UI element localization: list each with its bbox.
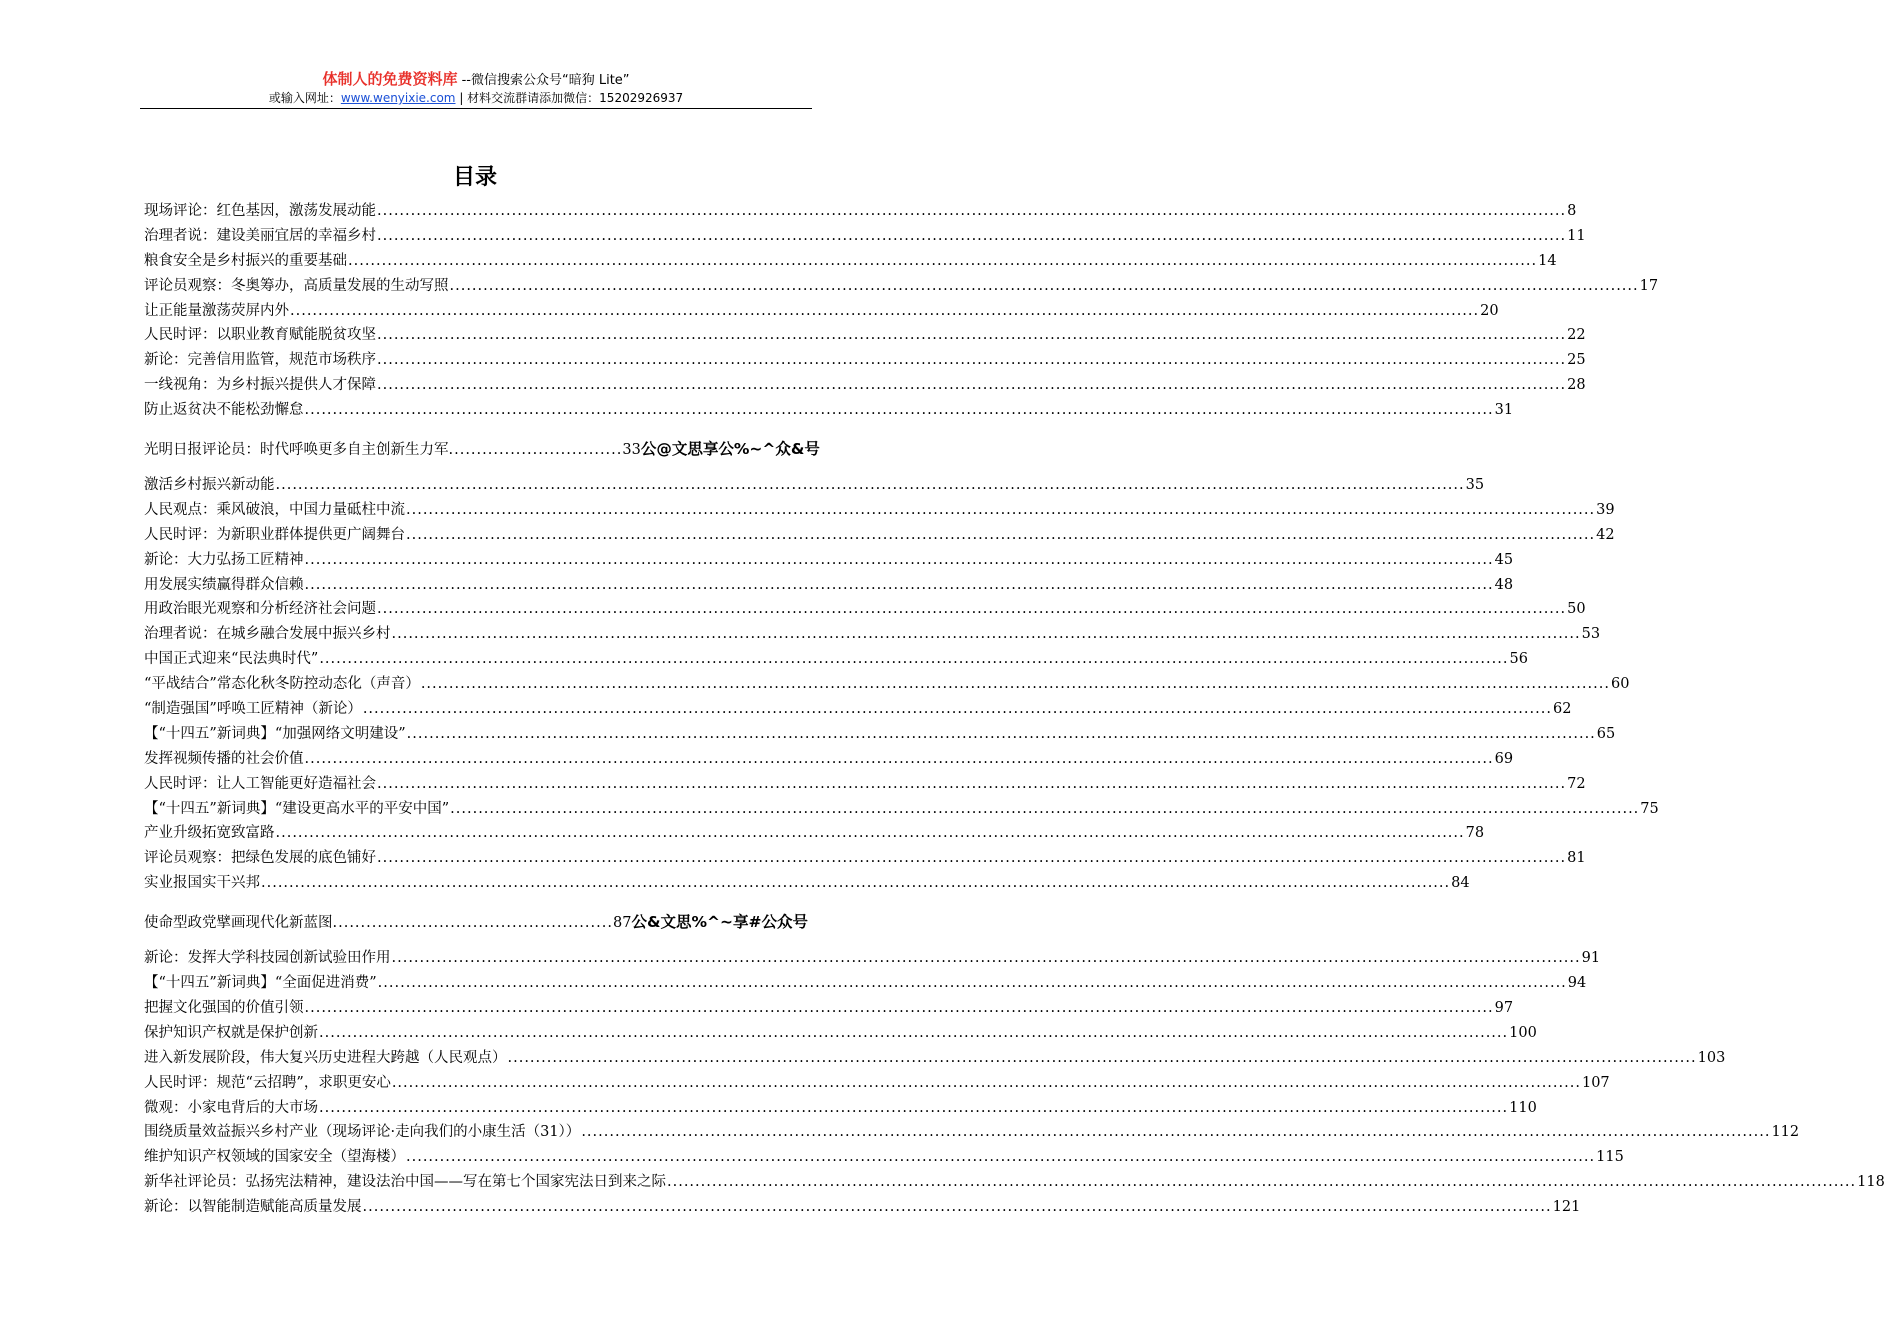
toc-leader-dots xyxy=(377,224,1566,249)
header-line-1 xyxy=(140,70,812,90)
toc-entry[interactable] xyxy=(144,996,1514,1021)
toc-entry-title: 粮食安全是乡村振兴的重要基础 xyxy=(144,252,347,269)
toc-entry-title: 评论员观察：把绿色发展的底色铺好 xyxy=(144,850,376,867)
toc-leader-dots xyxy=(276,473,1465,498)
toc-entry-page: 81 xyxy=(1567,850,1586,867)
toc-entry-title: 用政治眼光观察和分析经济社会问题 xyxy=(144,601,376,618)
toc-entry-page: 39 xyxy=(1596,501,1615,518)
toc-entry-page: 11 xyxy=(1567,227,1586,244)
toc-leader-dots xyxy=(581,1120,1770,1145)
toc-entry[interactable] xyxy=(144,747,1514,772)
toc-entry-page: 53 xyxy=(1581,626,1601,643)
toc-entry-title: 治理者说：建设美丽宜居的幸福乡村 xyxy=(144,227,376,244)
toc-leader-dots xyxy=(305,747,1494,772)
toc-leader-dots xyxy=(276,821,1465,846)
watermark-text-1: 公@文思享公%~^众&号 xyxy=(640,440,820,459)
toc-entry-page: 118 xyxy=(1857,1174,1885,1191)
url-prefix: 或输入网址： xyxy=(268,91,341,105)
toc-entry-title: 把握文化强国的价值引领 xyxy=(144,999,304,1016)
toc-entry-page: 60 xyxy=(1610,676,1630,693)
toc-entry[interactable] xyxy=(144,871,1470,896)
toc-entry-page: 84 xyxy=(1451,875,1470,892)
toc-entry[interactable] xyxy=(144,622,1601,647)
toc-entry[interactable] xyxy=(144,373,1586,398)
toc-entry-page: 35 xyxy=(1465,477,1485,494)
header-subtitle: --微信搜索公众号“暗狗 Lite” xyxy=(457,73,630,88)
toc-entry-page: 78 xyxy=(1465,825,1485,842)
table-of-contents xyxy=(144,199,1885,1220)
toc-entry-title: 围绕质量效益振兴乡村产业（现场评论·走向我们的小康生活（31）） xyxy=(144,1124,581,1141)
toc-entry-title: 人民时评：规范“云招聘”，求职更安心 xyxy=(144,1074,391,1091)
toc-leader-dots xyxy=(377,772,1566,797)
toc-leader-dots xyxy=(377,846,1566,871)
toc-entry-title: 【“十四五”新词典】“加强网络文明建设” xyxy=(144,725,406,742)
toc-entry[interactable] xyxy=(144,1195,1581,1220)
toc-group-1 xyxy=(144,199,1659,423)
toc-entry[interactable] xyxy=(144,398,1514,423)
toc-entry-page: 94 xyxy=(1567,975,1587,992)
toc-entry[interactable] xyxy=(144,647,1528,672)
toc-entry-title: 微观：小家电背后的大市场 xyxy=(144,1099,318,1116)
toc-leader-dots xyxy=(377,348,1566,373)
toc-section-break-2 xyxy=(144,896,808,946)
toc-entry[interactable] xyxy=(144,1096,1537,1121)
toc-entry-page: 110 xyxy=(1509,1099,1537,1116)
toc-leader-dots xyxy=(421,672,1610,697)
toc-entry-page: 75 xyxy=(1640,800,1659,817)
toc-entry[interactable] xyxy=(144,1071,1610,1096)
toc-entry-page: 8 xyxy=(1567,203,1577,219)
toc-entry-title: 人民观点：乘风破浪，中国力量砥柱中流 xyxy=(144,501,405,518)
toc-entry-title: 新论：完善信用监管，规范市场秩序 xyxy=(144,352,376,369)
brand-title: 体制人的免费资料库 xyxy=(322,70,458,88)
toc-leader-dots xyxy=(406,523,1595,548)
toc-entry-page: 42 xyxy=(1596,526,1615,543)
toc-entry-title: 【“十四五”新词典】“建设更高水平的平安中国” xyxy=(144,800,450,817)
toc-entry-page: 97 xyxy=(1494,999,1514,1016)
toc-leader-dots xyxy=(377,597,1566,622)
toc-entry[interactable] xyxy=(144,274,1659,299)
toc-entry[interactable] xyxy=(144,797,1659,822)
toc-entry-title: 中国正式迎来“民法典时代” xyxy=(144,651,319,668)
toc-leader-dots xyxy=(305,398,1494,423)
toc-entry-title: 人民时评：让人工智能更好造福社会 xyxy=(144,775,376,792)
toc-entry-page: 112 xyxy=(1771,1124,1800,1141)
toc-title: 目录 xyxy=(452,165,497,190)
toc-entry[interactable] xyxy=(144,697,1572,722)
toc-entry[interactable] xyxy=(144,821,1485,846)
toc-entry[interactable] xyxy=(144,249,1557,274)
toc-entry-page: 48 xyxy=(1494,576,1514,593)
toc-leader-dots xyxy=(363,1195,1552,1220)
header-divider xyxy=(140,108,812,109)
toc-leader-dots xyxy=(667,1170,1856,1195)
toc-entry[interactable] xyxy=(144,348,1586,373)
website-link[interactable]: www.wenyixie.com xyxy=(340,91,456,105)
toc-entry-title: 使命型政党擘画现代化新蓝图 xyxy=(144,914,333,931)
toc-entry-page: 25 xyxy=(1567,352,1586,369)
toc-leader-dots xyxy=(363,697,1552,722)
toc-entry-title: 发挥视频传播的社会价值 xyxy=(144,750,304,767)
toc-section-break-1 xyxy=(144,423,820,473)
toc-leader-dots xyxy=(378,971,1567,996)
header-line-2 xyxy=(140,90,812,106)
toc-entry-title: “制造强国”呼唤工匠精神（新论） xyxy=(144,701,362,718)
toc-entry-title: 光明日报评论员：时代呼唤更多自主创新生力军 xyxy=(144,441,449,458)
toc-entry[interactable] xyxy=(144,971,1587,996)
toc-entry[interactable] xyxy=(144,1145,1624,1170)
toc-entry-page: 62 xyxy=(1552,701,1572,718)
toc-entry[interactable] xyxy=(144,722,1616,747)
toc-entry-page: 87 xyxy=(612,914,632,931)
toc-entry-title: 实业报国实干兴邦 xyxy=(144,875,260,892)
toc-entry-page: 91 xyxy=(1581,950,1601,967)
toc-entry-title: 防止返贫决不能松劲懈怠 xyxy=(144,402,304,419)
toc-entry-page: 69 xyxy=(1494,750,1514,767)
toc-leader-dots xyxy=(392,1071,1581,1096)
toc-entry-title: 让正能量激荡荧屏内外 xyxy=(144,302,289,319)
toc-entry[interactable] xyxy=(144,597,1586,622)
toc-entry-page: 45 xyxy=(1494,551,1514,568)
toc-entry-title: 产业升级拓宽致富路 xyxy=(144,825,275,842)
toc-entry-page: 33 xyxy=(622,441,641,458)
toc-leader-dots xyxy=(406,498,1595,523)
toc-entry[interactable] xyxy=(144,573,1514,598)
toc-entry[interactable] xyxy=(144,1120,1800,1145)
toc-entry-page: 28 xyxy=(1567,377,1586,394)
toc-entry-title: 现场评论：红色基因，激荡发展动能 xyxy=(144,203,376,219)
toc-entry-page: 115 xyxy=(1596,1149,1624,1166)
toc-entry[interactable] xyxy=(144,1170,1885,1195)
toc-entry-title: 【“十四五”新词典】“全面促进消费” xyxy=(144,975,377,992)
toc-leader-dots xyxy=(319,647,1508,672)
toc-entry-title: 人民时评：以职业教育赋能脱贫攻坚 xyxy=(144,327,376,344)
toc-leader-dots xyxy=(319,1096,1508,1121)
toc-entry-page: 103 xyxy=(1697,1049,1726,1066)
toc-leader-dots xyxy=(290,299,1479,324)
toc-entry-title: 维护知识产权领域的国家安全（望海楼） xyxy=(144,1149,405,1166)
toc-entry-page: 100 xyxy=(1509,1024,1537,1041)
toc-entry[interactable] xyxy=(144,1046,1726,1071)
toc-entry[interactable] xyxy=(144,1021,1537,1046)
toc-leader-dots xyxy=(406,1145,1595,1170)
toc-leader-dots xyxy=(508,1046,1697,1071)
toc-leader-dots xyxy=(305,548,1494,573)
toc-entry-page: 20 xyxy=(1480,302,1499,319)
toc-entry-page: 56 xyxy=(1509,651,1528,668)
toc-entry-title: 新论：发挥大学科技园创新试验田作用 xyxy=(144,950,391,967)
toc-leader-dots xyxy=(377,323,1566,348)
toc-entry-page: 121 xyxy=(1552,1199,1581,1216)
toc-entry-page: 65 xyxy=(1596,725,1616,742)
toc-leader-dots xyxy=(392,946,1581,971)
toc-entry-page: 50 xyxy=(1567,601,1586,618)
toc-entry-page: 14 xyxy=(1538,252,1557,269)
toc-leader-dots xyxy=(407,722,1596,747)
toc-entry-title: 用发展实绩赢得群众信赖 xyxy=(144,576,304,593)
toc-leader-dots xyxy=(333,915,613,931)
toc-entry-page: 107 xyxy=(1581,1074,1610,1091)
toc-leader-dots xyxy=(305,573,1494,598)
toc-entry-page: 72 xyxy=(1567,775,1586,792)
toc-entry[interactable] xyxy=(144,323,1586,348)
toc-entry[interactable] xyxy=(144,299,1499,324)
toc-leader-dots xyxy=(348,249,1537,274)
toc-entry-special-1[interactable] xyxy=(144,438,641,459)
toc-entry-title: 进入新发展阶段，伟大复兴历史进程大跨越（人民观点） xyxy=(144,1049,507,1066)
toc-entry-title: 新华社评论员：弘扬宪法精神，建设法治中国——写在第七个国家宪法日到来之际 xyxy=(144,1174,666,1191)
toc-entry-page: 17 xyxy=(1639,277,1659,294)
toc-entry-special-2[interactable] xyxy=(144,911,631,932)
toc-entry-title: “平战结合”常态化秋冬防控动态化（声音） xyxy=(144,676,420,693)
toc-entry[interactable] xyxy=(144,199,1577,224)
toc-entry[interactable] xyxy=(144,846,1586,871)
toc-leader-dots xyxy=(449,442,623,458)
toc-entry-page: 31 xyxy=(1494,402,1514,419)
toc-entry-title: 新论：以智能制造赋能高质量发展 xyxy=(144,1199,362,1216)
contact-text: | 材料交流群请添加微信：15202926937 xyxy=(455,91,684,105)
toc-entry[interactable] xyxy=(144,672,1630,697)
toc-leader-dots xyxy=(450,274,1639,299)
toc-leader-dots xyxy=(377,199,1566,224)
toc-entry-page: 22 xyxy=(1567,327,1586,344)
toc-entry-title: 评论员观察：冬奥筹办，高质量发展的生动写照 xyxy=(144,277,449,294)
toc-entry-title: 新论：大力弘扬工匠精神 xyxy=(144,551,304,568)
watermark-text-2: 公&文思%^~享#公众号 xyxy=(631,913,808,932)
toc-entry[interactable] xyxy=(144,772,1586,797)
toc-entry[interactable] xyxy=(144,523,1615,548)
toc-leader-dots xyxy=(450,797,1639,822)
toc-group-3 xyxy=(144,946,1885,1220)
toc-leader-dots xyxy=(319,1021,1508,1046)
toc-leader-dots xyxy=(305,996,1494,1021)
toc-entry-title: 治理者说：在城乡融合发展中振兴乡村 xyxy=(144,626,391,643)
toc-entry[interactable] xyxy=(144,498,1615,523)
toc-entry[interactable] xyxy=(144,946,1601,971)
page-header xyxy=(140,70,812,106)
toc-entry[interactable] xyxy=(144,548,1514,573)
toc-entry[interactable] xyxy=(144,224,1586,249)
toc-leader-dots xyxy=(261,871,1450,896)
toc-entry[interactable] xyxy=(144,473,1485,498)
toc-leader-dots xyxy=(377,373,1566,398)
toc-entry-title: 保护知识产权就是保护创新 xyxy=(144,1024,318,1041)
toc-entry-title: 激活乡村振兴新动能 xyxy=(144,477,275,494)
toc-group-2 xyxy=(144,473,1659,896)
toc-entry-title: 一线视角：为乡村振兴提供人才保障 xyxy=(144,377,376,394)
toc-leader-dots xyxy=(392,622,1581,647)
toc-entry-title: 人民时评：为新职业群体提供更广阔舞台 xyxy=(144,526,405,543)
